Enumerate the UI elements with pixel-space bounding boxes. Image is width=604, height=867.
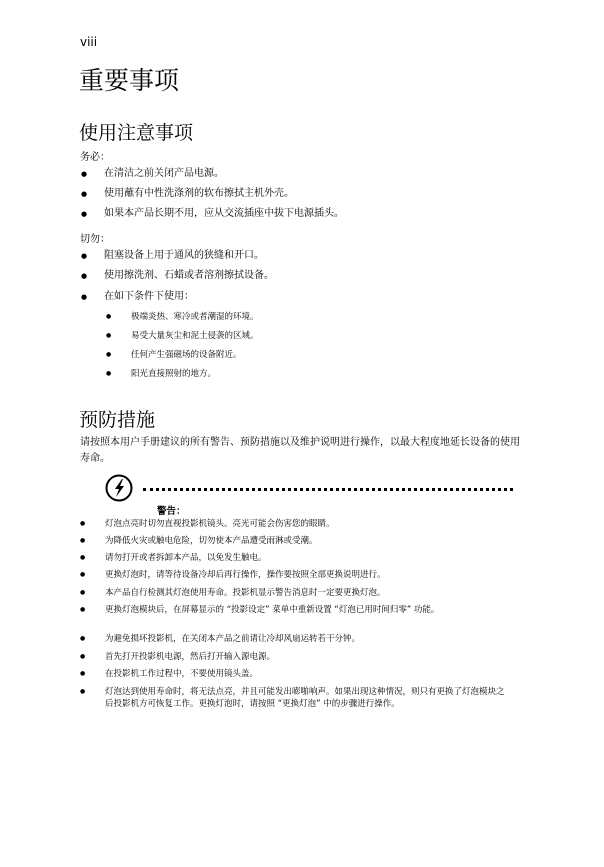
list-item: ● 在清洁之前关闭产品电源。 xyxy=(104,167,224,181)
usage-heading: 使用注意事项 xyxy=(79,122,194,144)
list-item: ● 任何产生强磁场的设备附近。 xyxy=(131,349,242,361)
list-item: ● 极端炎热、寒冷或者潮湿的环境。 xyxy=(131,311,259,323)
list-item: ● 更换灯泡时，请等待设备冷却后再行操作，操作要按照全部更换说明进行。 xyxy=(105,569,386,581)
page-title: 重要事项 xyxy=(79,66,180,95)
list-item: ● 灯泡达到使用寿命时，将无法点亮，并且可能发出嘭啪响声。如果出现这种情况，则只有更换了灯泡模块之后投影机方可恢复工作。更换灯泡时，请按照 “更换灯泡” 中的步骤进行操作。 xyxy=(105,686,510,710)
list-item: ● 易受大量灰尘和泥土侵袭的区域。 xyxy=(131,330,259,342)
warning-icon xyxy=(105,474,133,502)
warning-divider xyxy=(143,488,513,491)
never-label: 切勿： xyxy=(80,234,110,245)
list-item: ● 请勿打开或者拆卸本产品，以免发生触电。 xyxy=(105,552,267,564)
must-label: 务必： xyxy=(80,152,110,163)
list-item: ● 阻塞设备上用于通风的狭缝和开口。 xyxy=(104,249,264,263)
warning-label: 警告： xyxy=(157,506,186,517)
precautions-heading: 预防措施 xyxy=(79,409,156,431)
precautions-intro: 请按照本用户手册建议的所有警告、预防措施以及维护说明进行操作，以最大程度地延长设备的使用寿命。 xyxy=(80,437,520,464)
list-item: ● 灯泡点亮时切勿直视投影机镜头。亮光可能会伤害您的眼睛。 xyxy=(105,518,335,530)
list-item: ● 阳光直接照射的地方。 xyxy=(131,368,216,380)
list-item: ● 如果本产品长期不用，应从交流插座中拔下电源插头。 xyxy=(104,207,344,221)
page-number: viii xyxy=(80,35,98,49)
list-item: ● 在投影机工作过程中，不要使用镜头盖。 xyxy=(105,668,258,680)
list-item: ● 为降低火灾或触电危险，切勿使本产品遭受雨淋或受潮。 xyxy=(105,535,318,547)
list-item: ● 更换灯泡模块后，在屏幕显示的 “投影设定” 菜单中重新设置 “灯泡已用时间归零” 功能。 xyxy=(105,604,510,616)
list-item: ● 首先打开投影机电源，然后打开输入源电源。 xyxy=(105,651,275,663)
list-item: ● 本产品自行检测其灯泡使用寿命。投影机显示警告消息时一定要更换灯泡。 xyxy=(105,587,386,599)
list-item: ● 在如下条件下使用： xyxy=(104,290,194,304)
list-item: ● 使用蘸有中性洗涤剂的软布擦拭主机外壳。 xyxy=(104,187,294,201)
list-item: ● 使用擦洗剂、石蜡或者溶剂擦拭设备。 xyxy=(104,269,274,283)
list-item: ● 为避免损坏投影机，在关闭本产品之前请让冷却风扇运转若干分钟。 xyxy=(105,633,360,645)
